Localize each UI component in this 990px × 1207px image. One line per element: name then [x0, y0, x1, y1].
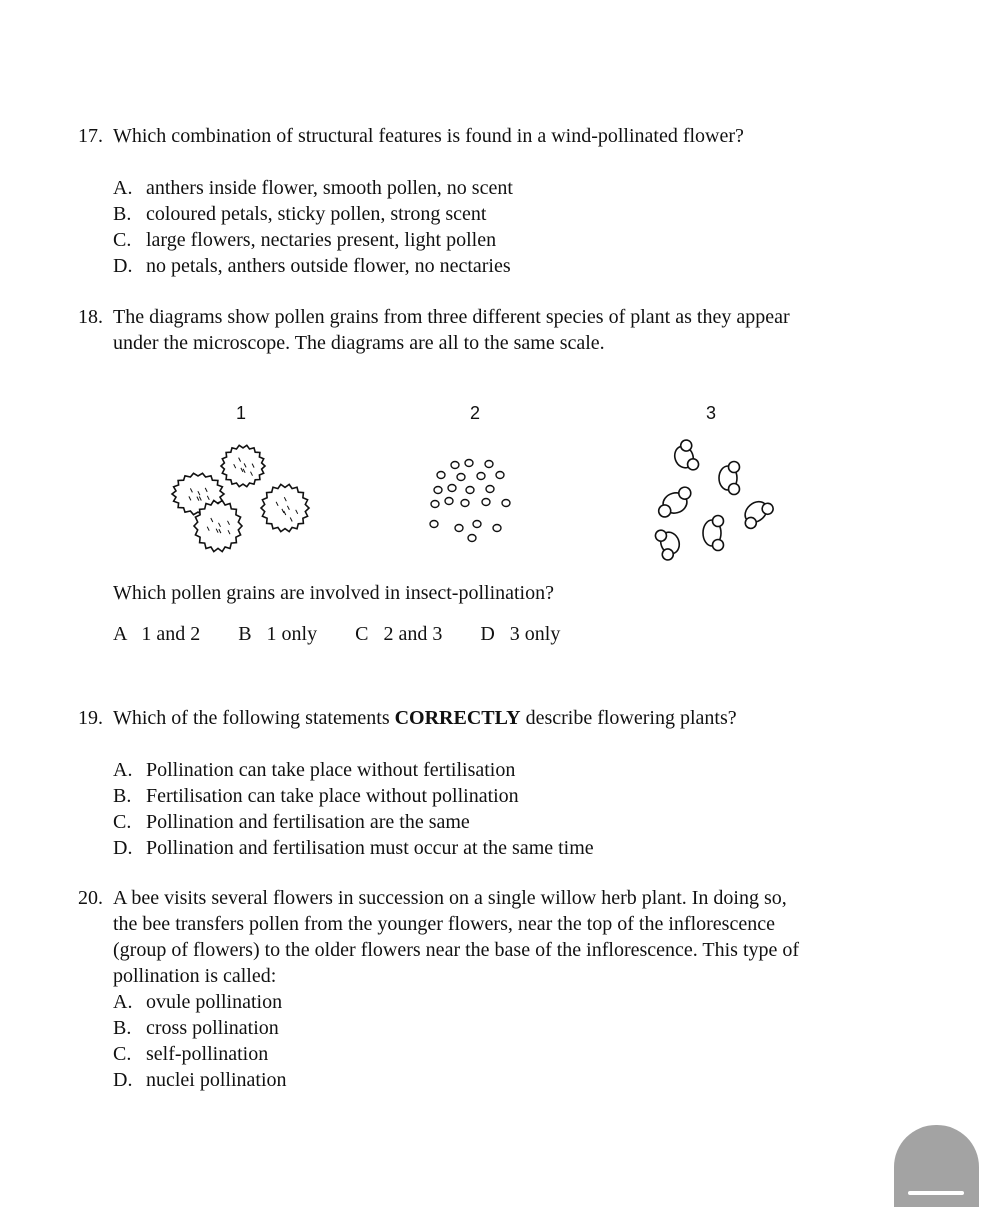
option-letter: C.: [113, 1043, 132, 1065]
question-20: [78, 885, 908, 1093]
option-text: Pollination can take place without fertilisation: [146, 759, 516, 781]
small-smooth-pollen-grains-icon: [430, 460, 510, 542]
spiky-pollen-grains-icon: [172, 445, 309, 551]
spiky-grain: [261, 484, 309, 531]
option-letter: C.: [113, 229, 132, 251]
option-letter: D.: [113, 1069, 133, 1091]
question-number: 19.: [78, 707, 103, 729]
option-letter: B.: [113, 785, 132, 807]
question-text-line-1: A bee visits several flowers in succession on a single willow herb plant. In doing so,: [113, 887, 787, 909]
option-text: ovule pollination: [146, 991, 283, 1013]
question-text-line-2: the bee transfers pollen from the younger flowers, near the top of the inflorescence: [113, 913, 775, 935]
question-text: [113, 705, 908, 731]
option-d: [113, 1067, 908, 1093]
option-b: [113, 1015, 908, 1041]
option-list: [113, 175, 908, 279]
option-list: [113, 757, 908, 861]
winged-pollen-grains-icon: [654, 439, 775, 562]
answer-a: A 1 and 2: [113, 623, 201, 645]
option-b: [113, 783, 908, 809]
option-text: Fertilisation can take place without pollination: [146, 785, 519, 807]
figure-label-1: 1: [236, 403, 247, 423]
question-text: Which combination of structural features is found in a wind-pollinated flower?: [113, 125, 744, 147]
option-text: large flowers, nectaries present, light pollen: [146, 229, 497, 251]
subquestion-text: Which pollen grains are involved in insect-pollination?: [113, 582, 554, 604]
option-text: cross pollination: [146, 1017, 279, 1039]
option-letter: B.: [113, 1017, 132, 1039]
option-letter: C.: [113, 811, 132, 833]
option-letter: A.: [113, 177, 133, 199]
option-text: anthers inside flower, smooth pollen, no scent: [146, 177, 513, 199]
figure-label-3: 3: [706, 403, 717, 423]
option-text: coloured petals, sticky pollen, strong scent: [146, 203, 487, 225]
answer-choices: [113, 623, 598, 646]
answer-c: C 2 and 3: [355, 623, 443, 645]
option-c: [113, 809, 908, 835]
option-d: [113, 253, 908, 279]
text-after: describe flowering plants?: [520, 707, 737, 729]
question-text-line-1: The diagrams show pollen grains from three different species of plant as they appear: [113, 306, 790, 328]
option-a: [113, 175, 908, 201]
question-number: 18.: [78, 306, 103, 328]
option-text: nuclei pollination: [146, 1069, 287, 1091]
text-before: Which of the following statements: [113, 707, 395, 729]
option-letter: D.: [113, 255, 133, 277]
question-text-line-4: pollination is called:: [113, 965, 277, 987]
option-text: self-pollination: [146, 1043, 269, 1065]
scroll-handle-button[interactable]: [894, 1125, 979, 1207]
handle-bar-icon: [908, 1191, 964, 1195]
option-text: no petals, anthers outside flower, no nectaries: [146, 255, 511, 277]
answer-d: D 3 only: [480, 623, 561, 645]
pollen-diagram: [0, 400, 990, 580]
emphasis-text: CORRECTLY: [394, 707, 521, 729]
option-d: [113, 835, 908, 861]
option-list: [113, 989, 908, 1093]
option-letter: A.: [113, 991, 133, 1013]
figure-label-2: 2: [470, 403, 481, 423]
option-text: Pollination and fertilisation must occur at the same time: [146, 837, 594, 859]
option-letter: A.: [113, 759, 133, 781]
option-c: [113, 1041, 908, 1067]
option-text: Pollination and fertilisation are the same: [146, 811, 470, 833]
answer-b: B 1 only: [238, 623, 318, 645]
question-text-line-3: (group of flowers) to the older flowers near the base of the inflorescence. This type of: [113, 939, 800, 961]
question-17: [78, 123, 908, 279]
option-a: [113, 989, 908, 1015]
question-number: 17.: [78, 125, 103, 147]
question-number: 20.: [78, 887, 103, 909]
question-text-line-2: under the microscope. The diagrams are all to the same scale.: [113, 332, 605, 354]
question-19: [78, 705, 908, 861]
option-b: [113, 201, 908, 227]
option-c: [113, 227, 908, 253]
spiky-grain: [221, 445, 265, 486]
option-a: [113, 757, 908, 783]
option-letter: D.: [113, 837, 133, 859]
option-letter: B.: [113, 203, 132, 225]
question-18: [78, 304, 908, 356]
